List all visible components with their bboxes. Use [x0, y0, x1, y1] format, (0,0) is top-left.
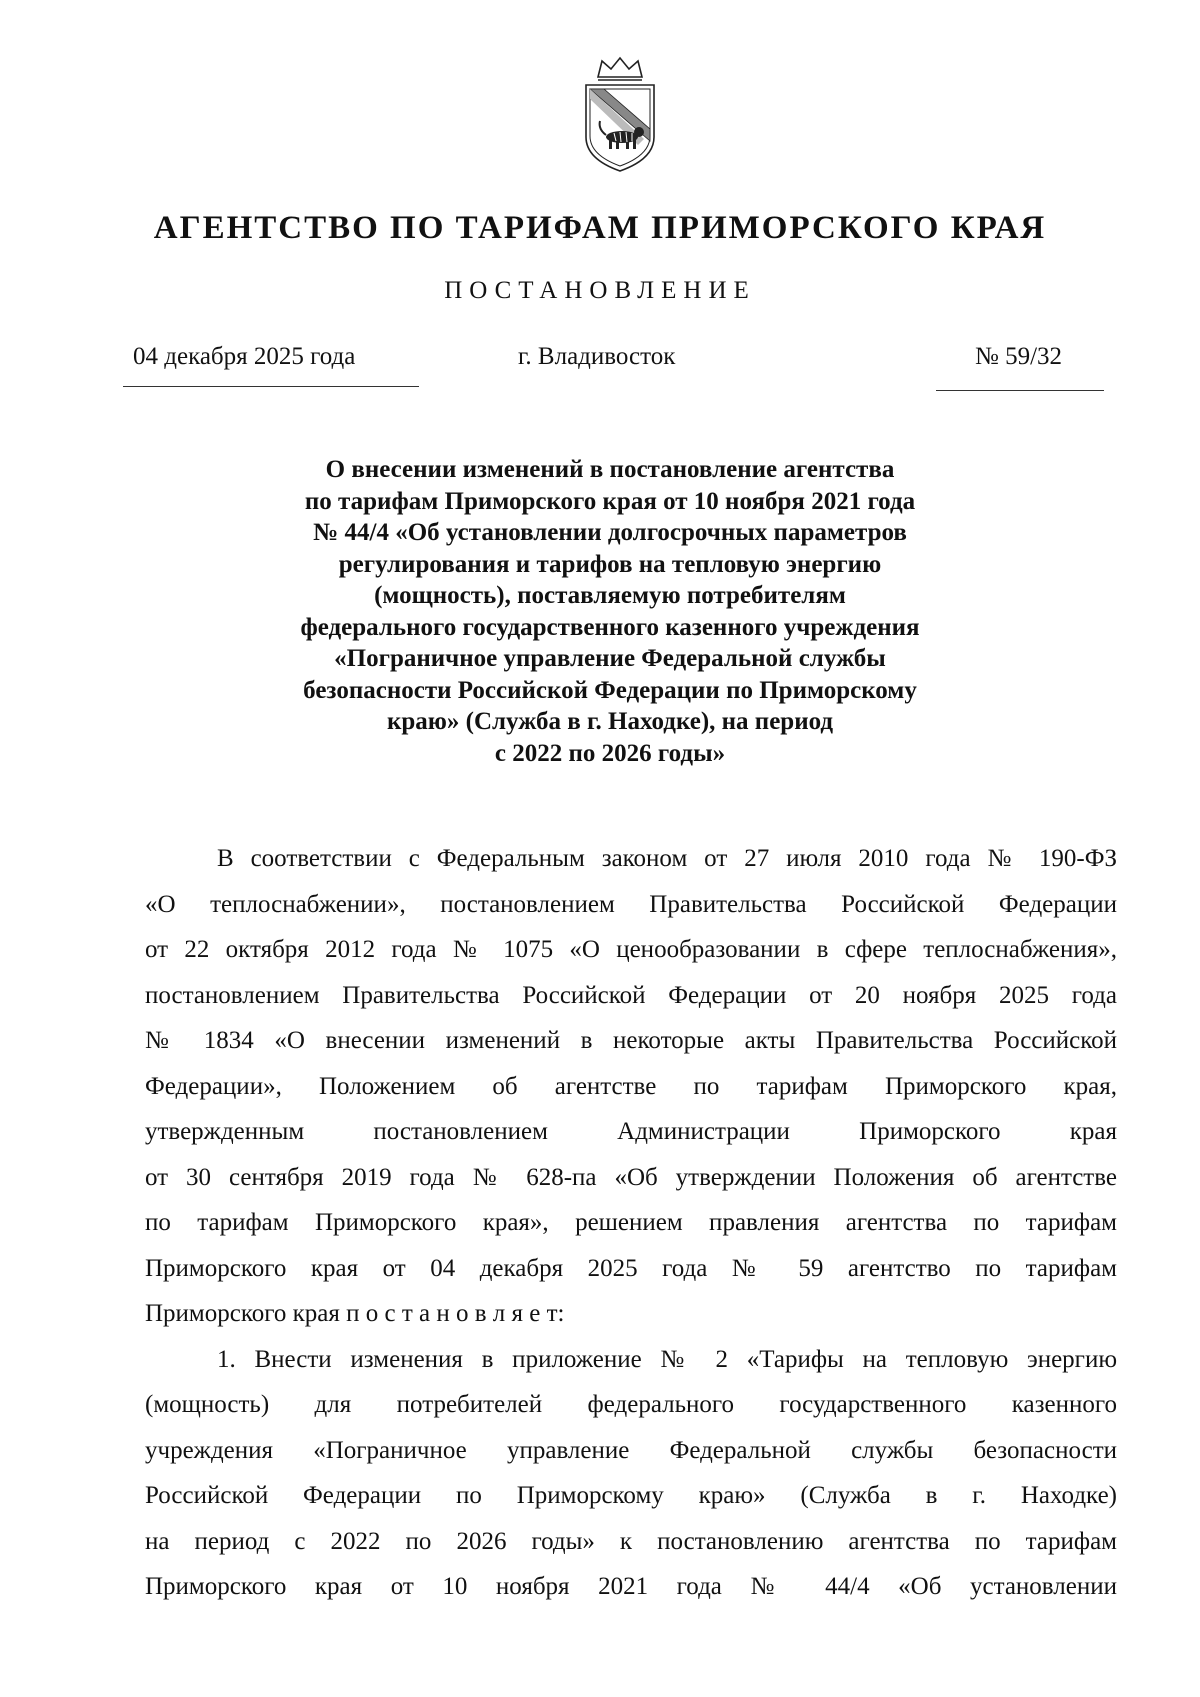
body-line: Приморского края от 10 ноября 2021 года № 44/4 «Об установлении [145, 1573, 1117, 1600]
document-title [200, 454, 1020, 769]
document-date: 04 декабря 2025 года [133, 343, 356, 370]
title-line: безопасности Российской Федерации по Приморскому [303, 676, 917, 704]
document-city: г. Владивосток [518, 343, 676, 370]
date-underline [123, 386, 419, 387]
title-line: по тарифам Приморского края от 10 ноября 2021 года [304, 487, 916, 515]
title-line: (мощность), поставляемую потребителям [374, 582, 846, 609]
title-line: краю» (Служба в г. Находке), на период [386, 708, 834, 735]
title-line: регулирования и тарифов на тепловую энергию [338, 550, 882, 578]
coat-of-arms-emblem [578, 55, 662, 175]
body-line: Российской Федерации по Приморскому краю» (Служба в г. Находке) [145, 1482, 1117, 1509]
paragraph-legal-basis [145, 836, 1117, 1337]
body-line: постановлением Правительства Российской Федерации от 20 ноября 2025 года [145, 981, 1117, 1009]
title-line: федерального государственного казенного учреждения [300, 613, 920, 641]
body-line: № 1834 «О внесении изменений в некоторые акты Правительства Российской [145, 1027, 1117, 1054]
body-line: 1. Внести изменения в приложение № 2 «Тарифы на тепловую энергию [217, 1345, 1117, 1373]
title-line: с 2022 по 2026 годы» [494, 739, 726, 767]
body-line: В соответствии с Федеральным законом от 27 июля 2010 года № 190-ФЗ [217, 845, 1117, 872]
title-line: № 44/4 «Об установлении долгосрочных параметров [313, 519, 907, 546]
body-line: Приморского края от 04 декабря 2025 года № 59 агентство по тарифам [145, 1254, 1117, 1282]
paragraph-item-1 [145, 1337, 1117, 1610]
body-line: Федерации», Положением об агентстве по тарифам Приморского края, [145, 1072, 1117, 1100]
number-underline [936, 390, 1104, 391]
body-line: Приморского края п о с т а н о в л я е т: [145, 1300, 565, 1327]
title-line: О внесении изменений в постановление агентства [325, 456, 895, 483]
document-body [145, 836, 1117, 1610]
body-line: на период с 2022 по 2026 годы» к постановлению агентства по тарифам [145, 1527, 1117, 1555]
body-line: по тарифам Приморского края», решением правления агентства по тарифам [145, 1209, 1117, 1236]
document-number: № 59/32 [975, 343, 1063, 370]
body-line: учреждения «Пограничное управление Федеральной службы безопасности [145, 1436, 1117, 1464]
body-line: утвержденным постановлением Администрации Приморского края [145, 1118, 1117, 1145]
body-line: (мощность) для потребителей федерального государственного казенного [145, 1391, 1117, 1418]
agency-name: АГЕНТСТВО ПО ТАРИФАМ ПРИМОРСКОГО КРАЯ [153, 210, 1047, 246]
body-line: от 22 октября 2012 года № 1075 «О ценообразовании в сфере теплоснабжения», [145, 936, 1117, 963]
body-line: «О теплоснабжении», постановлением Правительства Российской Федерации [145, 890, 1117, 918]
document-type: ПОСТАНОВЛЕНИЕ [444, 277, 756, 304]
title-line: «Пограничное управление Федеральной службы [334, 645, 886, 672]
body-line: от 30 сентября 2019 года № 628-па «Об утверждении Положения об агентстве [145, 1163, 1117, 1191]
